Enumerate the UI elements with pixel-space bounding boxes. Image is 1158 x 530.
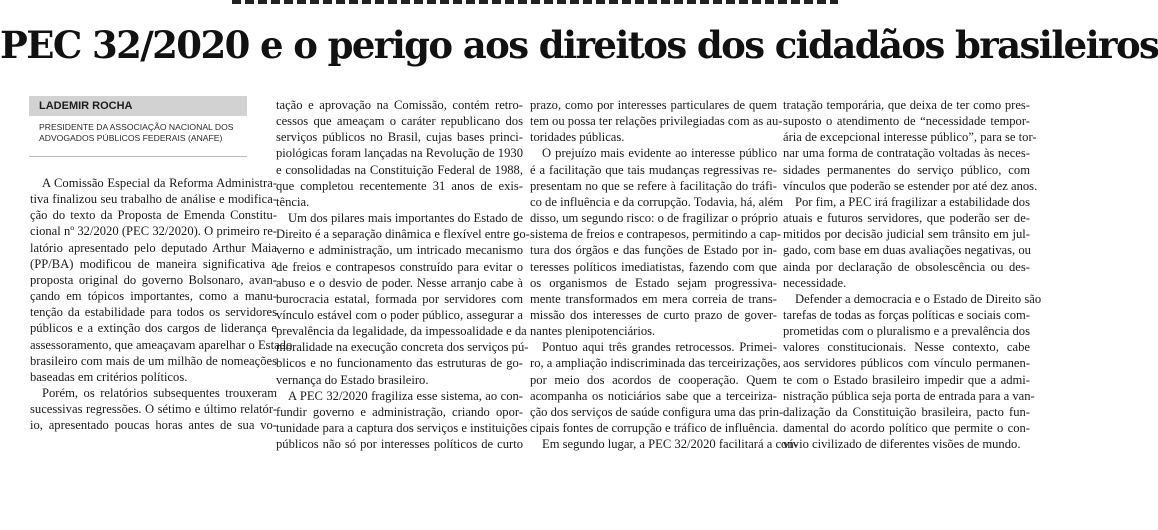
text-line: co de influência e da corrupção. Todavia, há, além — [530, 194, 784, 209]
text-line: nar uma forma de contratação voltadas às neces- — [783, 146, 1030, 161]
text-line: ro, a ampliação indiscriminada das terceirizações, — [530, 356, 781, 371]
text-line — [30, 450, 277, 466]
text-line: prometidas com o pluralismo e a prevalência dos — [783, 324, 1030, 339]
text-line: acompanha os noticiários sabe que a terceiriza- — [530, 388, 777, 403]
text-line: tarefas de todas as forças políticas e sociais com- — [783, 307, 1030, 322]
text-line: ária de excepcional interesse público”, para se tor- — [783, 130, 1037, 145]
author-role — [39, 122, 247, 144]
text-line: baseadas em critérios políticos. — [30, 369, 188, 384]
text-line: blicos e no funcionamento das estruturas de go- — [276, 356, 523, 371]
text-line: Defender a democracia e o Estado de Direito são — [795, 291, 1042, 306]
text-line — [30, 466, 277, 482]
text-line: presentam no que se refere à facilitação do tráfi- — [530, 178, 777, 193]
text-line: latório apresentado pelo deputado Arthur Maia — [30, 240, 277, 255]
text-line: Por fim, a PEC irá fragilizar a estabilidade dos — [795, 194, 1030, 209]
text-line: nistração pública seja porta de entrada para a van- — [783, 388, 1035, 403]
text-line: sidades permanentes do serviço público, com — [783, 162, 1030, 177]
text-line: sucessivas regressões. O sétimo e último relatór- — [30, 402, 277, 417]
text-line: Pontuo aqui três grandes retrocessos. Primei- — [542, 340, 777, 355]
previous-article-cutoff — [232, 0, 838, 4]
text-line: missão dos interesses de curto prazo de gover- — [530, 307, 777, 322]
text-line: io, apresentado poucas horas antes de sua vo- — [30, 418, 277, 433]
text-line: valores constitucionais. Nesse contexto, cabe — [783, 340, 1030, 355]
text-line: abuso e o desvio de poder. Nesse arranjo cabe à — [276, 275, 523, 290]
text-line: mitidos por decisão judicial sem trânsito em jul- — [783, 227, 1030, 242]
text-line: dalização da Constituição brasileira, pacto fun- — [783, 404, 1030, 419]
text-line: necessidade. — [783, 275, 847, 290]
text-line — [30, 514, 277, 530]
text-line: ainda por declaração de obsolescência ou des- — [783, 259, 1030, 274]
text-line: ção do texto da Proposta de Emenda Constitu- — [30, 208, 277, 223]
text-line: fundir governo e administração, criando opor- — [276, 404, 523, 419]
text-line: públicos não só por interesses políticos de curto — [276, 437, 523, 452]
text-line: que completou recentemente 31 anos de exis- — [276, 178, 523, 193]
text-line: mente transformados em mera correia de trans- — [530, 291, 777, 306]
text-line: vínculo estável com o poder público, assegurar a — [276, 307, 523, 322]
text-line: tiva finalizou seu trabalho de análise e modifica- — [30, 192, 277, 207]
text-line: cessos que ameaçam o caráter republicano dos — [276, 114, 523, 129]
text-line: tência. — [276, 194, 310, 209]
text-line: é a facilitação que tais mudanças regressivas re- — [530, 162, 777, 177]
text-line: os organismos de Estado sejam progressiva- — [530, 275, 777, 290]
text-line: tenção da estabilidade para todos os servidores — [30, 305, 277, 320]
text-line: tunidade para a captura dos serviços e instituições — [276, 421, 528, 435]
text-line: cional nº 32/2020 (PEC 32/2020). O primeiro re- — [30, 224, 277, 239]
text-line: teresses políticos imediatistas, fazendo com que — [530, 259, 777, 274]
text-line: proposta original do governo Bolsonaro, avan- — [30, 272, 277, 287]
author-name: LADEMIR ROCHA — [29, 96, 247, 116]
text-line: vívio civilizado de diferentes visões de mundo. — [783, 437, 1021, 452]
text-line: tura dos órgãos e das funções de Estado por in- — [530, 243, 777, 258]
text-line: suposto o atendimento de “necessidade tempor- — [783, 114, 1030, 129]
text-line: tação e aprovação na Comissão, contém retro- — [276, 98, 523, 112]
text-line: assessoramento, que ameaçavam aparelhar o Estado — [30, 337, 293, 352]
text-line: tem ou possa ter relações privilegiadas com as au- — [530, 114, 783, 129]
text-line: de freios e contrapesos construído para evitar o — [276, 259, 523, 274]
text-line: verno e administração, um intricado mecanismo — [276, 243, 523, 258]
text-line: gado, com base em duas avaliações negativas, ou — [783, 243, 1031, 258]
text-line: Direito é a separação dinâmica e flexível entre go- — [276, 227, 530, 242]
text-line: piológicas foram lançadas na Revolução de 1930 — [276, 146, 523, 161]
text-line: prazo, como por interesses particulares de quem — [530, 98, 777, 112]
text-line: sistema de freios e contrapesos, permitindo a cap- — [530, 227, 782, 242]
text-line: O prejuízo mais evidente ao interesse público — [542, 146, 777, 161]
article-headline: PEC 32/2020 e o perigo aos direitos dos cidadãos brasileiros — [0, 23, 1158, 67]
text-line: damental do acordo político que permite o con- — [783, 421, 1030, 435]
author-role-line: PRESIDENTE DA ASSOCIAÇÃO NACIONAL DOS — [39, 122, 234, 132]
text-line: brasileiro com mais de um milhão de nomeações — [30, 353, 277, 368]
author-role-line: ADVOGADOS PÚBLICOS FEDERAIS (ANAFE) — [39, 133, 223, 143]
text-line — [30, 433, 277, 449]
text-line: nantes plenipotenciários. — [530, 324, 656, 339]
text-line: A Comissão Especial da Reforma Administra- — [42, 176, 277, 190]
text-line: moralidade na execução concreta dos serviços pú- — [276, 340, 529, 355]
text-line: vernança do Estado brasileiro. — [276, 372, 429, 387]
text-line: Em segundo lugar, a PEC 32/2020 facilitará a con- — [542, 437, 798, 452]
text-line: ção dos serviços de saúde configura uma das prin- — [530, 404, 784, 419]
author-box — [29, 96, 247, 157]
text-line: Porém, os relatórios subsequentes trouxeram — [42, 385, 277, 400]
text-line: A PEC 32/2020 fragiliza esse sistema, ao con- — [288, 388, 523, 403]
text-line: públicos e a extinção dos cargos de liderança e — [30, 321, 277, 336]
text-line: serviços públicos no Brasil, cujas bases princi- — [276, 130, 523, 145]
text-line: e consolidadas na Constituição Federal de 1988, — [276, 162, 523, 177]
text-line: burocracia estatal, formada por servidores com — [276, 291, 523, 306]
text-line: atuais e futuros servidores, que poderão ser de- — [783, 211, 1030, 225]
text-line: vínculos que poderão se estender por até dez anos. — [783, 178, 1038, 193]
text-line: toridades públicas. — [530, 130, 625, 145]
author-divider — [29, 156, 247, 157]
text-line: por meio dos acordos de cooperação. Quem — [530, 372, 777, 387]
text-line: aos servidores públicos com vínculo permanen- — [783, 356, 1030, 371]
text-line — [30, 498, 277, 514]
text-line: prevalência da legalidade, da impessoalidade e da — [276, 324, 527, 339]
text-line: çando em tópicos importantes, como a manu- — [30, 289, 277, 303]
text-line — [30, 482, 277, 498]
text-line: te com o Estado brasileiro impedir que a admi- — [783, 372, 1030, 387]
text-line: tratação temporária, que deixa de ter como pres- — [783, 98, 1030, 112]
text-line: (PP/BA) modificou de maneira significativa a — [30, 256, 277, 271]
text-line: cipais fontes de corrupção e tráfico de influência. — [530, 421, 779, 435]
text-line: Um dos pilares mais importantes do Estado de — [288, 211, 523, 225]
text-line: disso, um segundo risco: o de fragilizar o próprio — [530, 211, 778, 225]
